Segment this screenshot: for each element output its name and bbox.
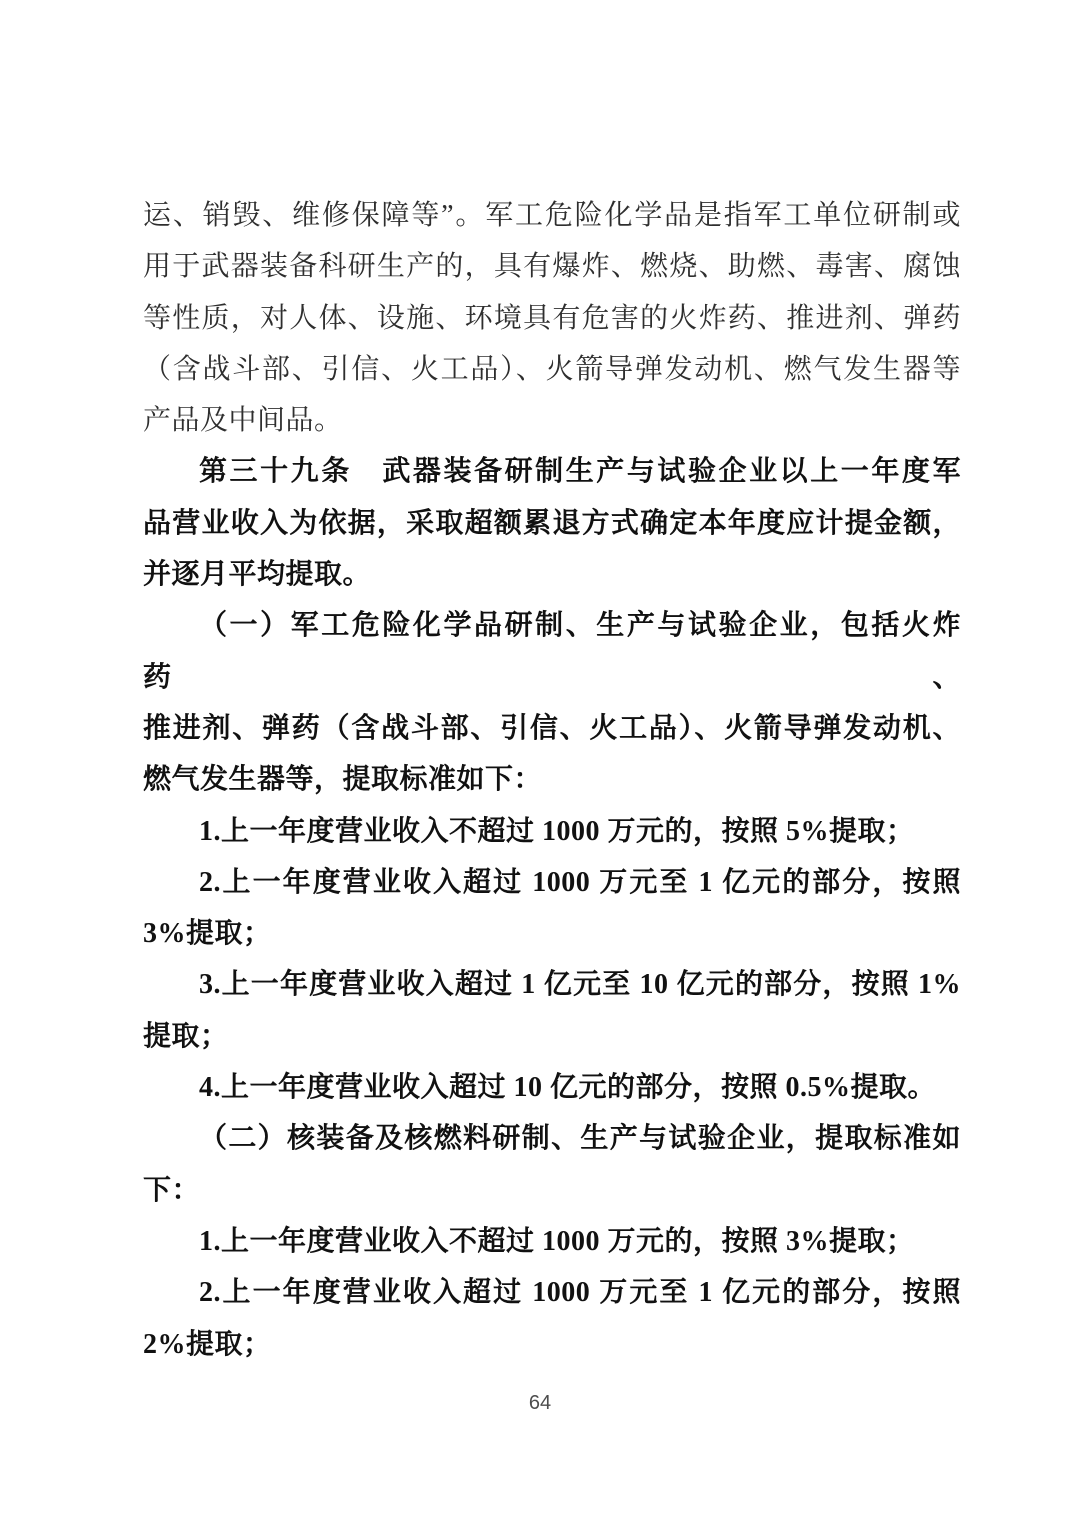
text-line: 3%提取； <box>143 918 272 950</box>
text-line: 4.上一年度营业收入超过 10 亿元的部分，按照 0.5%提取。 <box>199 1072 937 1104</box>
paragraph-article-39 <box>143 446 961 600</box>
paragraph-item-2-intro <box>143 1113 961 1216</box>
paragraph-item-2-sub-1 <box>143 1216 961 1267</box>
text-line: 推进剂、弹药（含战斗部、引信、火工品）、火箭导弹发动机、 <box>143 712 961 744</box>
text-line: 第三十九条 武器装备研制生产与试验企业以上一年度军 <box>199 456 961 488</box>
text-line: 1.上一年度营业收入不超过 1000 万元的，按照 3%提取； <box>199 1225 915 1257</box>
paragraph-continuation <box>143 190 961 446</box>
text-line: 提取； <box>143 1020 229 1052</box>
text-line: 并逐月平均提取。 <box>143 559 372 591</box>
document-body <box>143 190 961 1370</box>
text-line: 等性质，对人体、设施、环境具有危害的火炸药、推进剂、弹药 <box>143 302 961 334</box>
text-line: 燃气发生器等，提取标准如下： <box>143 764 543 796</box>
paragraph-item-1-sub-2 <box>143 857 961 960</box>
text-line: 品营业收入为依据，采取超额累退方式确定本年度应计提金额， <box>143 507 961 539</box>
paragraph-item-2-sub-2 <box>143 1267 961 1370</box>
text-line: （一）军工危险化学品研制、生产与试验企业，包括火炸药、 <box>143 610 961 693</box>
text-line: 2.上一年度营业收入超过 1000 万元至 1 亿元的部分，按照 <box>199 1277 961 1309</box>
paragraph-item-1-sub-3 <box>143 959 961 1062</box>
text-line: 3.上一年度营业收入超过 1 亿元至 10 亿元的部分，按照 1% <box>199 969 961 1001</box>
text-line: 用于武器装备科研生产的，具有爆炸、燃烧、助燃、毒害、腐蚀 <box>143 251 961 283</box>
paragraph-item-1-sub-1 <box>143 806 961 857</box>
text-line: （含战斗部、引信、火工品）、火箭导弹发动机、燃气发生器等 <box>143 353 961 385</box>
text-line: 2%提取； <box>143 1328 272 1360</box>
paragraph-item-1-intro <box>143 600 961 805</box>
text-line: 2.上一年度营业收入超过 1000 万元至 1 亿元的部分，按照 <box>199 866 961 898</box>
text-line: 运、销毁、维修保障等”。军工危险化学品是指军工单位研制或 <box>143 200 961 231</box>
paragraph-item-1-sub-4 <box>143 1062 961 1113</box>
page-number: 64 <box>528 1392 552 1414</box>
text-line: 产品及中间品。 <box>143 405 343 437</box>
text-line: 下： <box>143 1174 201 1206</box>
text-line: 1.上一年度营业收入不超过 1000 万元的，按照 5%提取； <box>199 815 915 847</box>
text-line: （二）核装备及核燃料研制、生产与试验企业，提取标准如 <box>199 1123 961 1155</box>
